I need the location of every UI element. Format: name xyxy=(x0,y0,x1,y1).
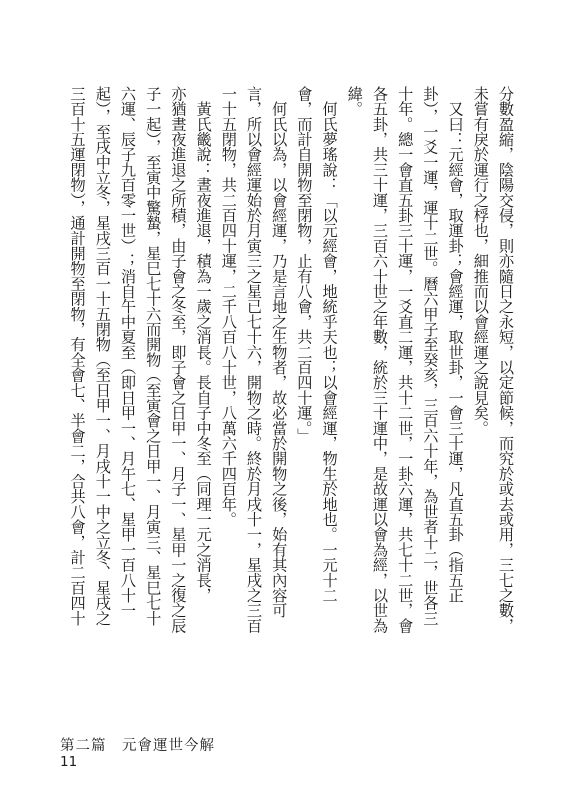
text-column: 三百十五運閉物），通計開物至閉物，有全會七、半會二，合共八會，計二百四十 xyxy=(68,86,87,626)
text-column: 分數盈縮，陰陽交侵，則亦隨日之永短，以定節候，而究於或去或用，三七之數， xyxy=(497,86,515,634)
text-column: 六運、辰子九百零一世）；消自午中夏至（即日甲一、月午七、星甲一百八十一 xyxy=(119,86,137,618)
text-column: 亦猶晝夜進退之所積，由子會之冬至，即子會之日甲一、月子一、星甲一之復之辰 xyxy=(169,86,188,634)
text-column: 黃氏畿說：晝夜進退，積為一歲之消長。長自子中冬至（同理一元之消長， xyxy=(194,86,213,603)
text-column: 卦），一爻一運，運十二世。曆六甲子至癸亥，三百六十年，為世者十二，世各三 xyxy=(421,86,440,626)
text-column: 各五卦，共三十運，三百六十世之年數，統於三十運中，是故運以會為經，以世為 xyxy=(371,86,389,634)
text-column: 十年。總一會直五卦三十運，一爻直二運，共十二世，一卦六運，共七十二世，會 xyxy=(396,86,415,634)
footer-page-number: 11 xyxy=(60,754,78,770)
text-column: 子一起），至寅中驚蟄，星巳七十六而開物（至寅會之日甲一、月寅三、星巳七十 xyxy=(144,86,163,626)
text-column: 一十五閉物，共二百四十運，二千八百八十世，八萬六千四百年。 xyxy=(219,86,238,527)
text-column: 言，所以會經運始於月寅三之星已七十六，開物之時。終於月戌十一，星戌之三百 xyxy=(245,86,263,634)
footer-chapter-title: 第二篇 元會運世今解 xyxy=(60,738,215,754)
text-column: 起），至戌中立冬，星戌三百一十五閉物（至日甲一、月戌十一中之立冬、星戌之 xyxy=(93,86,112,626)
text-column: 又曰：元經會，取運卦；會經運，取世卦，一會三十運，凡直五卦（指五正 xyxy=(446,86,465,603)
text-column: 未嘗有戾於運行之桴也，細推而以會經運之說見矣。 xyxy=(471,86,490,436)
text-column: 何氏夢瑤說：「以元經會，地統乎天也；以會經運，物生於地也。一元十二 xyxy=(320,86,339,603)
text-column: 緯。 xyxy=(345,86,364,117)
text-column: 何氏以為，以會經運，乃是言地之生物者，故必當於開物之後，始有其內容可 xyxy=(270,86,289,618)
text-column: 會，而計自開物至閉物，止有八會，共二百四十運。」 xyxy=(295,86,314,444)
